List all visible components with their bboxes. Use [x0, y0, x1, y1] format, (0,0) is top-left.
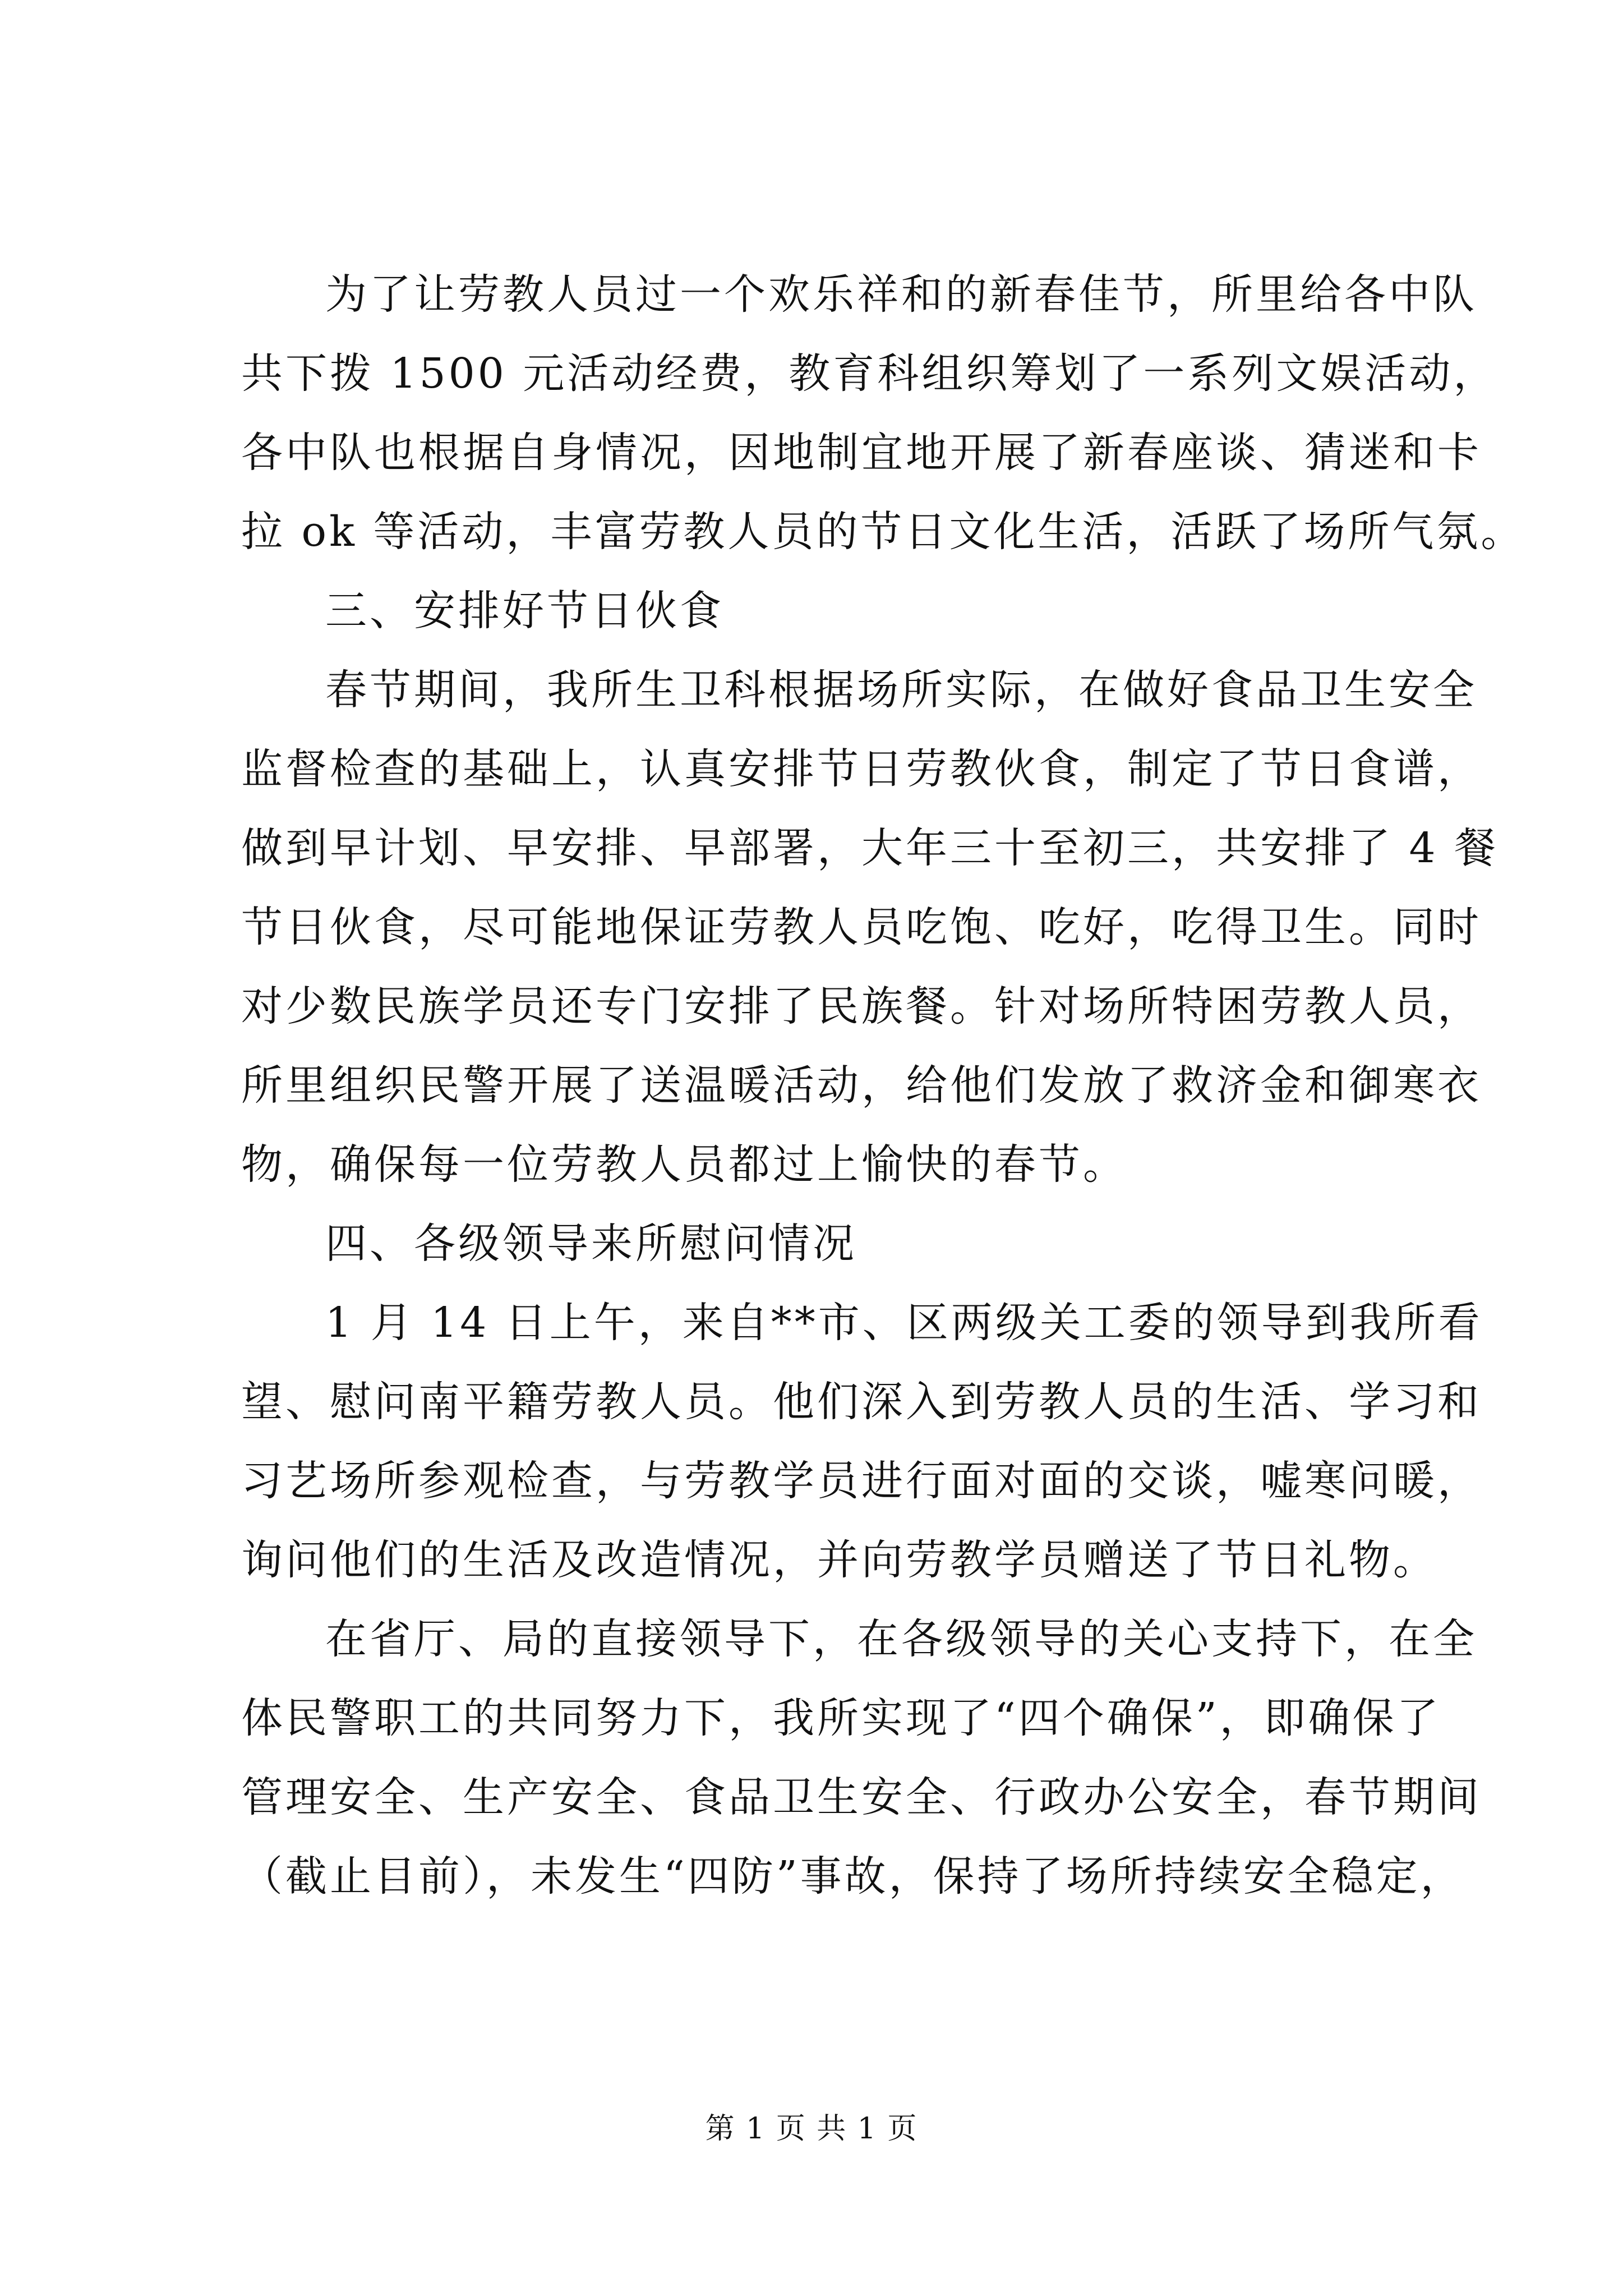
text-line: 在省厅、局的直接领导下，在各级领导的关心支持下，在全: [325, 1615, 1477, 1663]
text-line: 监督检查的基础上，认真安排节日劳教伙食，制定了节日食谱，: [241, 745, 1482, 793]
text-line: 管理安全、生产安全、食品卫生安全、行政办公安全，春节期间: [241, 1773, 1482, 1821]
text-line: 询问他们的生活及改造情况，并向劳教学员赠送了节日礼物。: [241, 1536, 1437, 1584]
text-line: 各中队也根据自身情况，因地制宜地开展了新春座谈、猜迷和卡: [241, 429, 1482, 477]
text-line: 所里组织民警开展了送温暖活动，给他们发放了救济金和御寒衣: [241, 1061, 1482, 1110]
text-line: 体民警职工的共同努力下，我所实现了“四个确保”，即确保了: [241, 1694, 1441, 1742]
text-line: 节日伙食，尽可能地保证劳教人员吃饱、吃好，吃得卫生。同时: [241, 903, 1482, 951]
text-line: 共下拨 1500 元活动经费，教育科组织筹划了一系列文娱活动，: [241, 349, 1498, 398]
text-line: （截止目前），未发生“四防”事故，保持了场所持续安全稳定，: [241, 1852, 1465, 1901]
document-body: [241, 255, 1525, 1916]
page-number-footer: 第 1 页 共 1 页: [705, 2112, 918, 2146]
text-line: 望、慰问南平籍劳教人员。他们深入到劳教人员的生活、学习和: [241, 1378, 1482, 1426]
text-line: 习艺场所参观检查，与劳教学员进行面对面的交谈，嘘寒问暖，: [241, 1457, 1482, 1505]
text-line: 对少数民族学员还专门安排了民族餐。针对场所特困劳教人员，: [241, 982, 1482, 1030]
text-line: 物，确保每一位劳教人员都过上愉快的春节。: [241, 1140, 1127, 1189]
section-heading: 三、安排好节日伙食: [325, 587, 724, 635]
section-heading: 四、各级领导来所慰问情况: [325, 1220, 857, 1268]
text-line: 做到早计划、早安排、早部署，大年三十至初三，共安排了 4 餐: [241, 824, 1499, 872]
text-line: 为了让劳教人员过一个欢乐祥和的新春佳节，所里给各中队: [325, 270, 1477, 319]
text-line: 拉 ok 等活动，丰富劳教人员的节日文化生活，活跃了场所气氛。: [241, 508, 1525, 556]
text-line: 1 月 14 日上午，来自**市、区两级关工委的领导到我所看: [325, 1299, 1483, 1347]
text-line: 春节期间，我所生卫科根据场所实际，在做好食品卫生安全: [325, 666, 1477, 714]
